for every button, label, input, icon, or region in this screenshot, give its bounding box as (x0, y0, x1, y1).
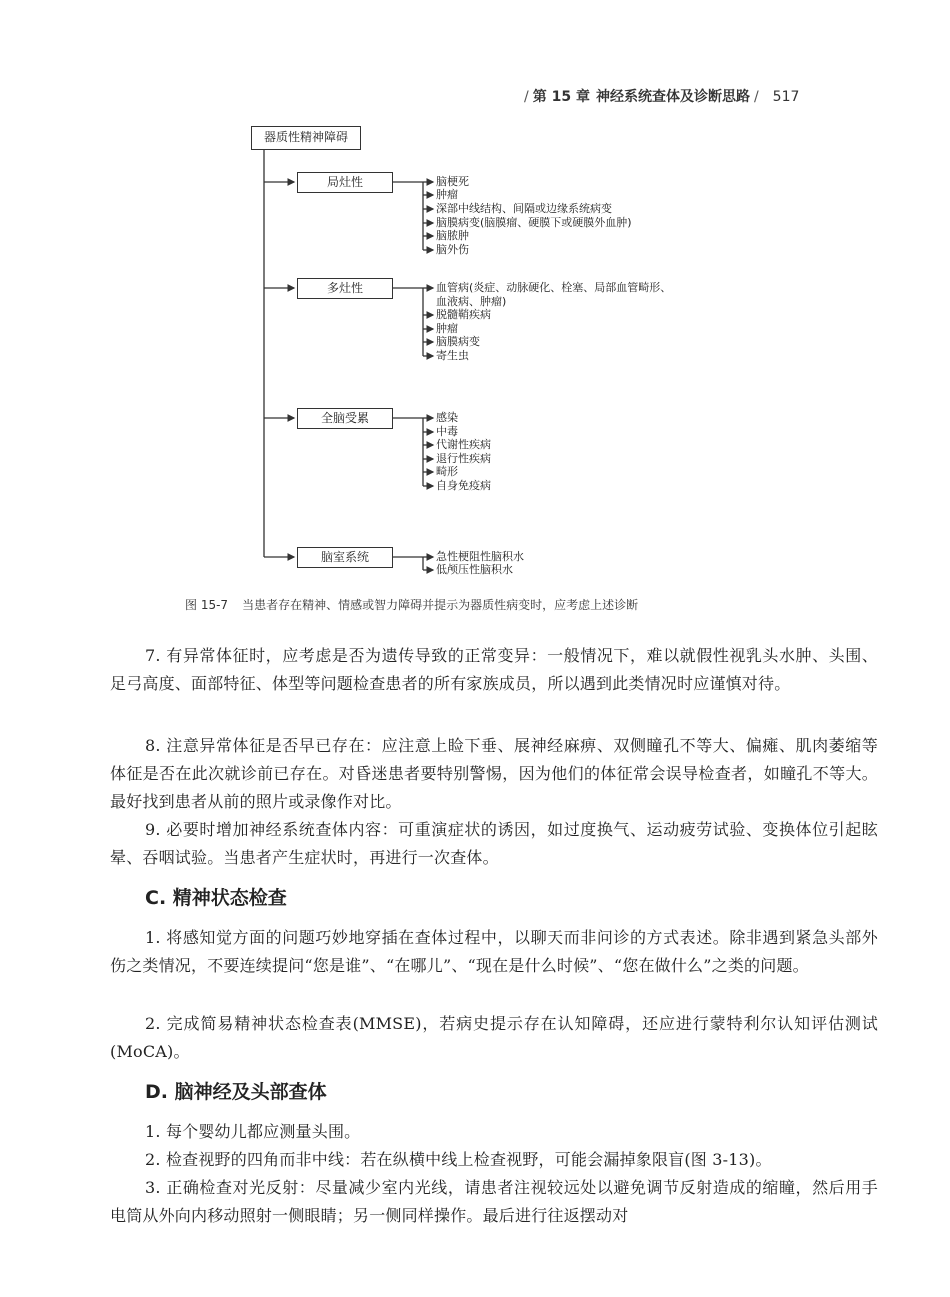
paragraph-9: 9. 必要时增加神经系统查体内容：可重演症状的诱因，如过度换气、运动疲劳试验、变换体位引起眩晕、吞咽试验。当患者产生症状时，再进行一次查体。 (110, 820, 878, 867)
leaf-item: 寄生虫 (436, 349, 469, 362)
leaf-item: 畸形 (436, 465, 458, 478)
leaf-item: 脑膜病变(脑膜瘤、硬膜下或硬膜外血肿) (436, 216, 632, 229)
leaf-item: 肿瘤 (436, 188, 458, 201)
leaf-item: 脑脓肿 (436, 229, 469, 242)
figure-caption (185, 596, 638, 613)
leaf-item: 深部中线结构、间隔或边缘系统病变 (436, 202, 612, 215)
leaf-item: 脑外伤 (436, 243, 469, 256)
section-c-paragraph-2: 2. 完成简易精神状态检查表(MMSE)，若病史提示存在认知障碍，还应进行蒙特利尔认知评估测试(MoCA)。 (110, 1014, 878, 1061)
group-box-global: 全脑受累 (297, 408, 393, 429)
chapter-title: 神经系统查体及诊断思路 (595, 89, 750, 105)
leaf-item: 急性梗阻性脑积水 (436, 550, 524, 563)
group-box-focal: 局灶性 (297, 172, 393, 193)
paragraph-7: 7. 有异常体征时，应考虑是否为遗传导致的正常变异：一般情况下，难以就假性视乳头水肿、头围、足弓高度、面部特征、体型等问题检查患者的所有家族成员，所以遇到此类情况时应谨慎对待。 (110, 646, 878, 693)
leaf-item: 自身免疫病 (436, 479, 491, 492)
leaf-item: 代谢性疾病 (436, 438, 491, 451)
group-box-multifocal: 多灶性 (297, 278, 393, 299)
figure-label: 图 15-7 (185, 598, 229, 612)
section-heading-c: C. 精神状态检查 (145, 887, 287, 909)
paragraph-8: 8. 注意异常体征是否早已存在：应注意上睑下垂、展神经麻痹、双侧瞳孔不等大、偏瘫、肌肉萎缩等体征是否在此次就诊前已存在。对昏迷患者要特别警惕，因为他们的体征常会误导检查者，如瞳孔不等大。最好找到患者从前的照片或录像作对比。 (110, 736, 878, 811)
leaf-item: 血液病、肿瘤) (436, 295, 507, 308)
leaf-item: 感染 (436, 411, 458, 424)
leaf-item: 低颅压性脑积水 (436, 563, 513, 576)
chapter-number: 第 15 章 (532, 89, 590, 105)
leaf-item: 脑膜病变 (436, 335, 480, 348)
section-d-paragraph-3: 3. 正确检查对光反射：尽量减少室内光线，请患者注视较远处以避免调节反射造成的缩瞳，然后用手电筒从外向内移动照射一侧眼睛；另一侧同样操作。最后进行往返摆动对 (110, 1178, 878, 1225)
leaf-item: 退行性疾病 (436, 452, 491, 465)
slash-ornament: / (753, 89, 759, 105)
leaf-item: 脱髓鞘疾病 (436, 308, 491, 321)
page-number: 517 (772, 89, 800, 105)
root-box: 器质性精神障碍 (251, 126, 361, 150)
leaf-item: 中毒 (436, 425, 458, 438)
section-d-paragraph-1: 1. 每个婴幼儿都应测量头围。 (145, 1122, 361, 1141)
leaf-item: 血管病(炎症、动脉硬化、栓塞、局部血管畸形、 (436, 281, 672, 294)
figure-caption-text: 当患者存在精神、情感或智力障碍并提示为器质性病变时，应考虑上述诊断 (242, 598, 639, 612)
group-box-ventricular: 脑室系统 (297, 547, 393, 568)
leaf-item: 脑梗死 (436, 175, 469, 188)
section-c-paragraph-1: 1. 将感知觉方面的问题巧妙地穿插在查体过程中，以聊天而非问诊的方式表述。除非遇到紧急头部外伤之类情况，不要连续提问“您是谁”、“在哪儿”、“现在是什么时候”、“您在做什么”之类的问题。 (110, 928, 878, 975)
section-heading-d: D. 脑神经及头部查体 (145, 1081, 327, 1103)
section-d-paragraph-2: 2. 检查视野的四角而非中线：若在纵横中线上检查视野，可能会漏掉象限盲(图 3-13)。 (145, 1150, 772, 1169)
figure-15-7-diagram (0, 0, 950, 600)
slash-ornament: / (524, 89, 529, 105)
leaf-item: 肿瘤 (436, 322, 458, 335)
